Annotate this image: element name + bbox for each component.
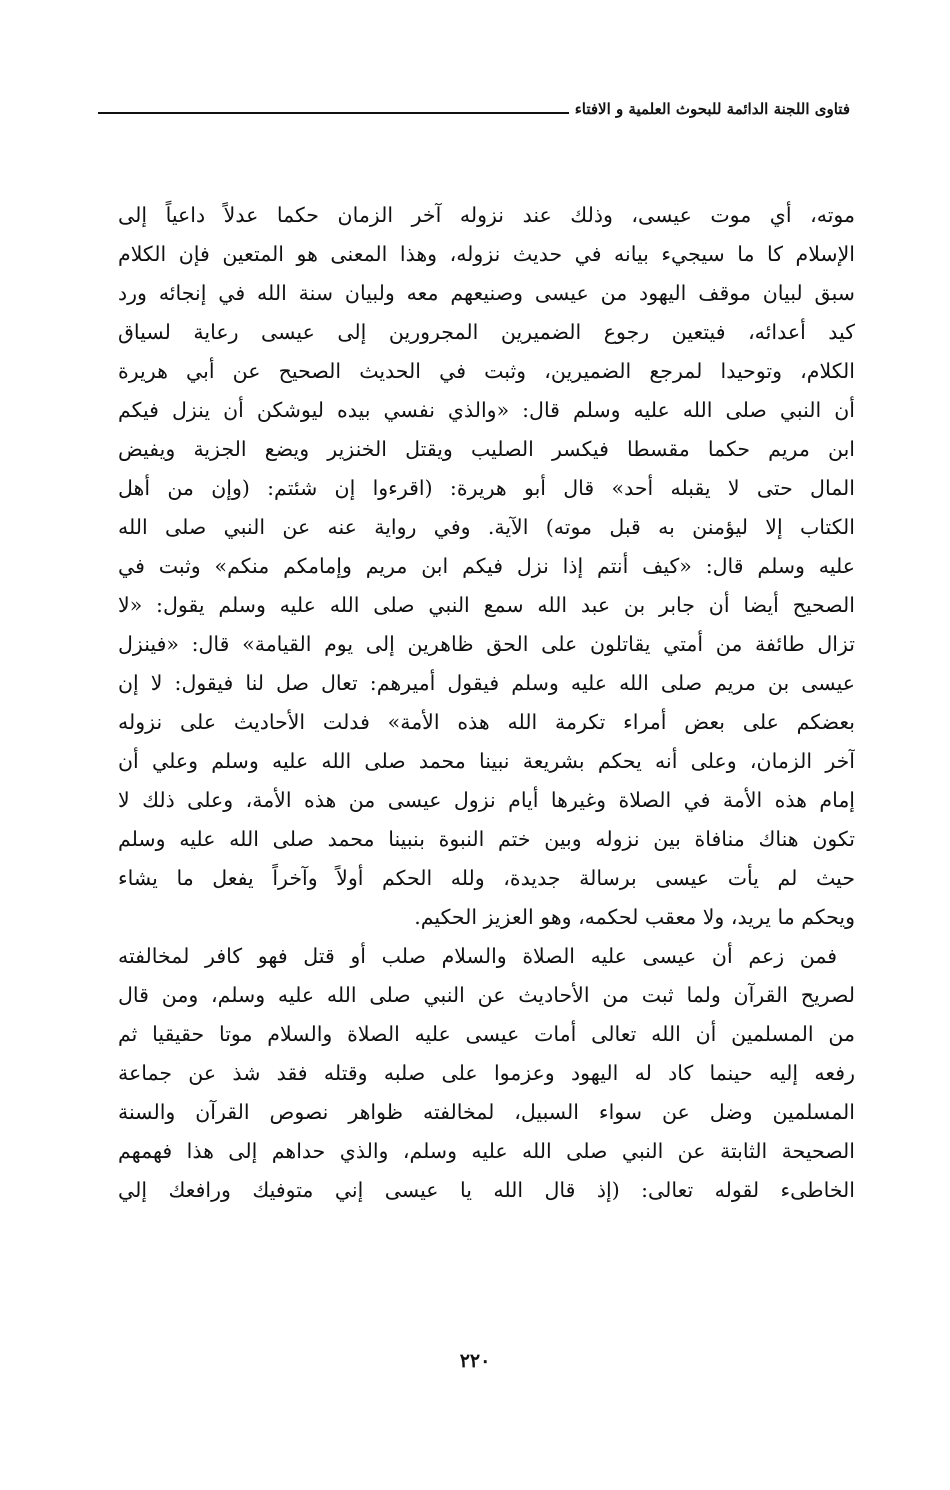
text-line: المسلمين وضل عن سواء السبيل، لمخالفته ظواهر نصوص القرآن والسنة [118,1100,855,1124]
text-line: بعضكم على بعض أمراء تكرمة الله هذه الأمة» فدلت الأحاديث على نزوله [118,710,855,734]
text-line: تزال طائفة من أمتي يقاتلون على الحق ظاهرين إلى يوم القيامة» قال: «فينزل [118,632,855,656]
body-text [118,196,855,1210]
text-line: موته، أي موت عيسى، وذلك عند نزوله آخر الزمان حكما عدلاً داعياً إلى [118,203,855,227]
text-line: الخاطىء لقوله تعالى: (إذ قال الله يا عيسى إني متوفيك ورافعك إلي [118,1178,855,1202]
text-line: الصحيح أيضا أن جابر بن عبد الله سمع النبي صلى الله عليه وسلم يقول: «لا [118,593,855,617]
text-line: حيث لم يأت عيسى برسالة جديدة، ولله الحكم أولاً وآخراً يفعل ما يشاء [118,866,855,890]
text-line: من المسلمين أن الله تعالى أمات عيسى عليه الصلاة والسلام موتا حقيقيا ثم [118,1022,855,1046]
text-line: لصريح القرآن ولما ثبت من الأحاديث عن النبي صلى الله عليه وسلم، ومن قال [118,983,855,1007]
text-line: ابن مريم حكما مقسطا فيكسر الصليب ويقتل الخنزير ويضع الجزية ويفيض [118,437,855,461]
page-number: ٢٢٠ [459,1350,491,1372]
text-line: رفعه إليه حينما كاد له اليهود وعزموا على صلبه وقتله فقد شذ عن جماعة [118,1061,855,1085]
text-line: الإسلام كا ما سيجيء بيانه في حديث نزوله، وهذا المعنى هو المتعين فإن الكلام [118,242,855,266]
text-line: الكلام، وتوحيدا لمرجع الضميرين، وثبت في الحديث الصحيح عن أبي هريرة [118,359,855,383]
text-line: أن النبي صلى الله عليه وسلم قال: «والذي نفسي بيده ليوشكن أن ينزل فيكم [118,398,855,422]
text-line: عيسى بن مريم صلى الله عليه وسلم فيقول أميرهم: تعال صل لنا فيقول: لا إن [118,671,855,695]
text-line: آخر الزمان، وعلى أنه يحكم بشريعة نبينا محمد صلى الله عليه وسلم وعلي أن [118,749,855,773]
text-line: الصحيحة الثابتة عن النبي صلى الله عليه وسلم، والذي حداهم إلى هذا فهمهم [118,1139,855,1163]
text-line: إمام هذه الأمة في الصلاة وغيرها أيام نزول عيسى من هذه الأمة، وعلى ذلك لا [118,788,855,812]
header-rule [98,112,569,114]
text-line: الكتاب إلا ليؤمنن به قبل موته) الآية. وفي رواية عنه عن النبي صلى الله [118,515,855,539]
running-header-title: فتاوى اللجنة الدائمة للبحوث العلمية و الافتاء [574,100,850,118]
text-line: سبق لبيان موقف اليهود من عيسى وصنيعهم معه ولبيان سنة الله في إنجائه ورد [118,281,855,305]
paragraph-1 [118,196,855,937]
text-line: ويحكم ما يريد، ولا معقب لحكمه، وهو العزيز الحكيم. [414,905,855,929]
running-header [98,88,850,118]
text-line: كيد أعدائه، فيتعين رجوع الضميرين المجرورين إلى عيسى رعاية لسياق [118,320,855,344]
paragraph-2 [118,937,855,1210]
text-line: عليه وسلم قال: «كيف أنتم إذا نزل فيكم ابن مريم وإمامكم منكم» وثبت في [118,554,855,578]
text-line: المال حتى لا يقبله أحد» قال أبو هريرة: (اقرءوا إن شئتم: (وإن من أهل [118,476,855,500]
text-line: تكون هناك منافاة بين نزوله وبين ختم النبوة بنبينا محمد صلى الله عليه وسلم [118,827,855,851]
text-line: فمن زعم أن عيسى عليه الصلاة والسلام صلب أو قتل فهو كافر لمخالفته [118,944,837,968]
